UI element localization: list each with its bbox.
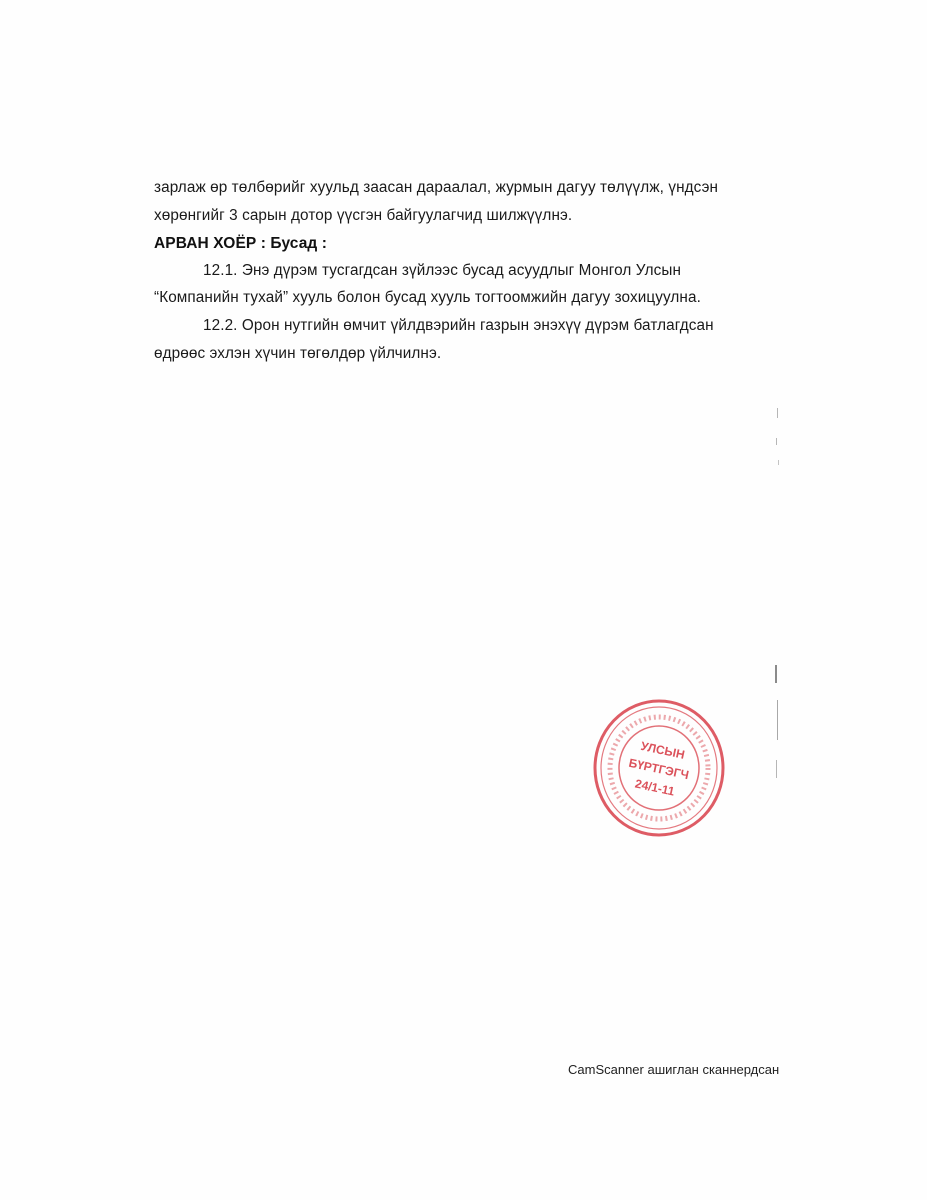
text-line-6: өдрөөс эхлэн хүчин төгөлдөр үйлчилнэ. <box>154 345 442 362</box>
section-heading: АРВАН ХОЁР : Бусад : <box>154 235 328 252</box>
text-line-2: хөрөнгийг 3 сарын дотор үүсгэн байгуулагчид шилжүүлнэ. <box>154 207 573 224</box>
scan-mark <box>776 760 777 778</box>
scan-mark <box>776 438 777 445</box>
stamp-text-2: БҮРТГЭГЧ <box>627 755 691 783</box>
stamp-text-3: 24/1-11 <box>633 776 676 799</box>
scanner-watermark: CamScanner ашиглан сканнердсан <box>568 1062 780 1077</box>
text-line-4: “Компанийн тухай” хууль болон бусад хууль тогтоомжийн дагуу зохицуулна. <box>154 289 701 306</box>
stamp-text-1: УЛСЫН <box>639 738 686 762</box>
scan-mark <box>775 665 777 683</box>
scan-mark <box>777 408 778 418</box>
text-line-3: 12.1. Энэ дүрэм тусгагдсан зүйлээс бусад асуудлыг Монгол Улсын <box>203 262 682 279</box>
text-line-5: 12.2. Орон нутгийн өмчит үйлдвэрийн газрын энэхүү дүрэм батлагдсан <box>203 317 714 334</box>
scan-mark <box>777 700 778 740</box>
text-line-1: зарлаж өр төлбөрийг хуульд заасан дараалал, журмын дагуу төлүүлж, үндсэн <box>154 179 719 196</box>
scan-mark <box>778 460 779 465</box>
stamp-seal-graphic <box>591 698 727 838</box>
official-stamp <box>591 698 727 838</box>
